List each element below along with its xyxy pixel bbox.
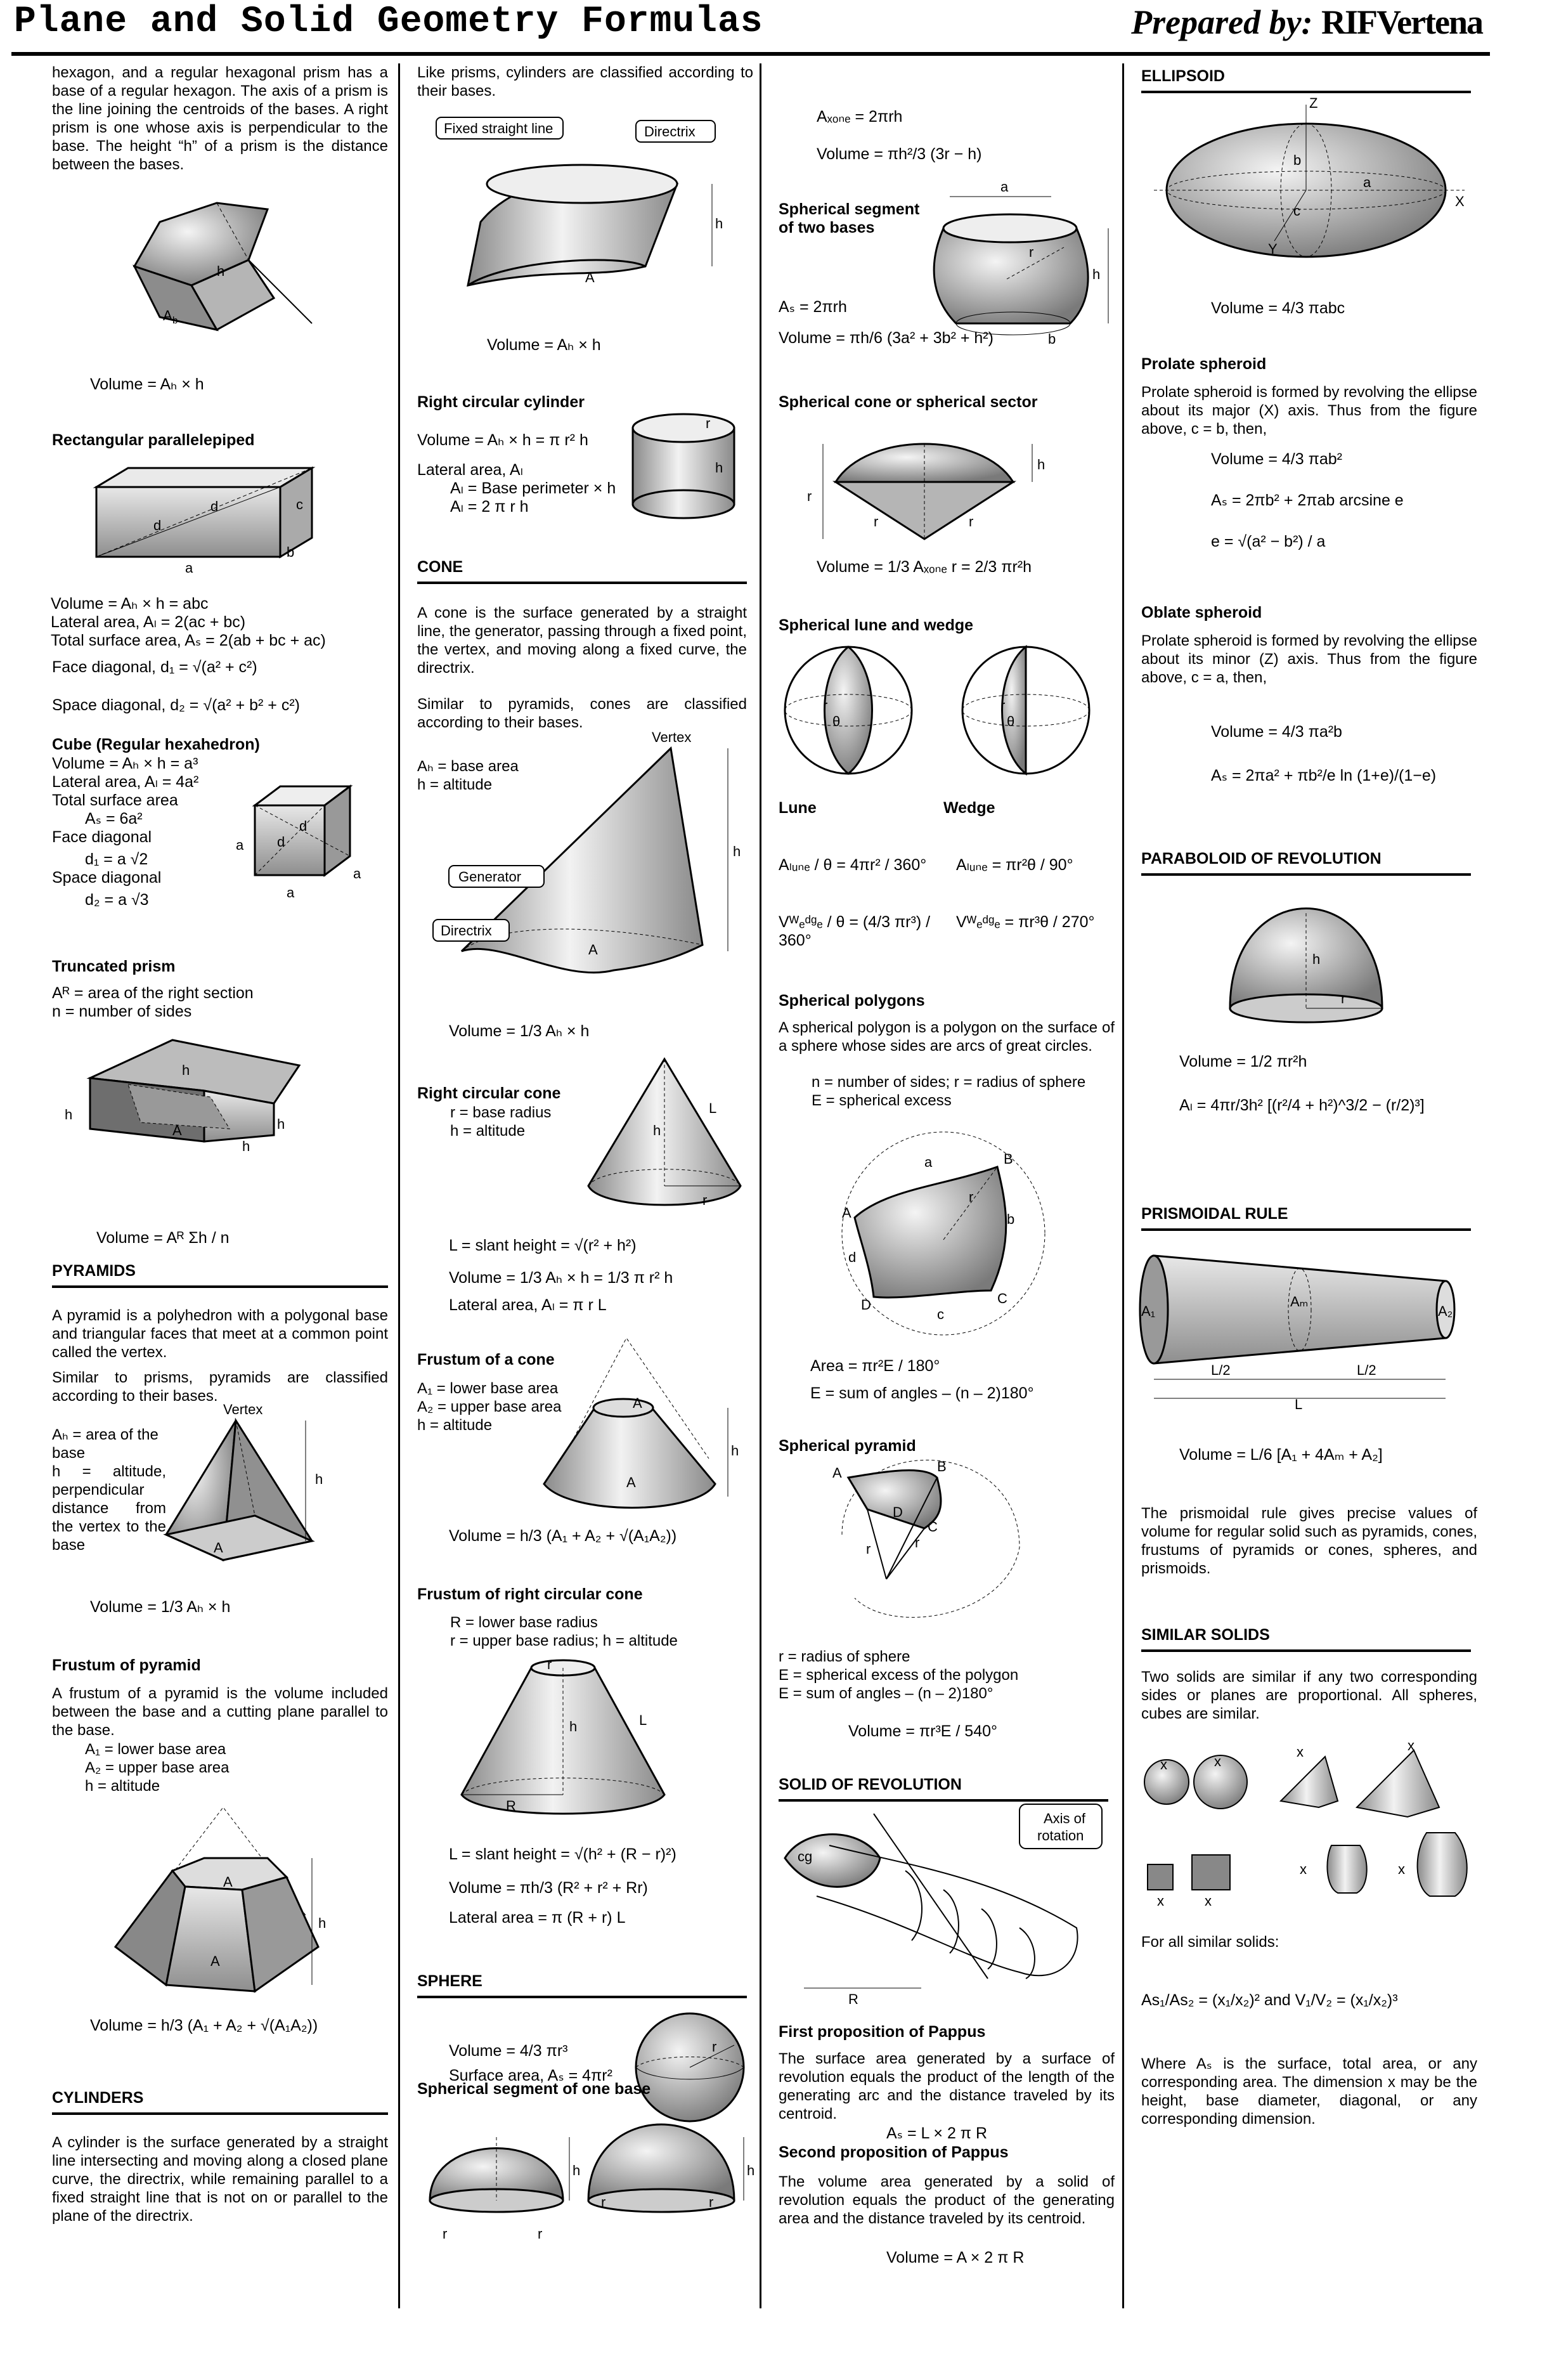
svg-text:r: r	[1000, 698, 1006, 713]
svg-text:A: A	[832, 1465, 842, 1481]
truncated-prism-defs: Aᴿ = area of the right section n = number of sides	[52, 984, 254, 1020]
svg-text:r: r	[915, 1535, 920, 1551]
spherical-pyramid-title: Spherical pyramid	[779, 1437, 916, 1455]
svg-text:A: A	[626, 1474, 636, 1490]
fixed-line-label: Fixed straight line	[444, 120, 553, 136]
wedge-label: Wedge	[943, 799, 995, 817]
pappus-second-text: The volume area generated by a solid of revolution equals the product of the generating area and the distance traveled by its centroid.	[779, 2173, 1115, 2227]
pappus-first-formula: Aₛ = L × 2 π R	[886, 2124, 988, 2142]
oblique-cylinder-figure	[430, 114, 734, 304]
cylinders-section: CYLINDERS	[52, 2089, 388, 2115]
right-cylinder-title: Right circular cylinder	[417, 393, 585, 411]
right-cone-figure	[576, 1053, 753, 1230]
svg-text:h: h	[315, 1471, 323, 1487]
svg-text:D: D	[893, 1504, 903, 1520]
svg-text:B: B	[937, 1459, 947, 1474]
vertex-label: Vertex	[652, 729, 692, 745]
rect-face-diagonal: Face diagonal, d₁ = √(a² + c²)	[52, 658, 257, 676]
frustum-pyramid-title: Frustum of pyramid	[52, 1656, 201, 1674]
oblate-title: Oblate spheroid	[1141, 604, 1262, 621]
svg-text:c: c	[937, 1306, 944, 1322]
cube-figure	[230, 780, 375, 907]
directrix-label: Directrix	[644, 124, 696, 140]
svg-text:C: C	[997, 1291, 1007, 1306]
lune-label: Lune	[779, 799, 817, 817]
prism-volume: Volume = Aₕ × h	[90, 375, 204, 393]
column-divider	[1122, 63, 1124, 2308]
svg-text:r: r	[1029, 244, 1034, 260]
svg-text:A: A	[163, 308, 172, 323]
svg-text:r: r	[712, 2039, 717, 2055]
cone-defs: Aₕ = base area h = altitude	[417, 758, 519, 793]
svg-text:x: x	[1408, 1738, 1414, 1753]
svg-text:L: L	[1295, 1396, 1303, 1412]
frustum-pyramid-text: A frustum of a pyramid is the volume included between the base and a cutting plane parallel to the base.	[52, 1685, 388, 1739]
svg-text:L: L	[639, 1712, 647, 1728]
spherical-polygon-formulas: Area = πr²E / 180° E = sum of angles – (n – 2)180°	[810, 1357, 1034, 1402]
lune-area: Aₗᵤₙₑ = πr²θ / 90°	[956, 856, 1073, 874]
svg-text:r: r	[969, 514, 974, 530]
svg-text:x: x	[1160, 1757, 1167, 1772]
pyramid-defs: Aₕ = area of the base h = altitude, perpendicular distance from the vertex to the base	[52, 1426, 166, 1554]
right-cone-defs: r = base radius h = altitude	[450, 1104, 552, 1140]
frustum-cone-figure	[525, 1332, 747, 1509]
cylinders-text: A cylinder is the surface generated by a straight line intersecting and moving along a closed plane curve, the directrix, while remaining parallel to a fixed straight line that is not on or parallel to the plane of the directrix.	[52, 2134, 388, 2225]
cone-text-2: Similar to pyramids, cones are classified according to their bases.	[417, 696, 747, 731]
parallelepiped-figure	[90, 462, 306, 588]
author-name: RIFVertena	[1321, 3, 1482, 41]
svg-text:d: d	[299, 818, 307, 834]
frustum-cone-volume: Volume = h/3 (A₁ + A₂ + √(A₁A₂))	[449, 1527, 677, 1545]
cone-figure	[424, 729, 747, 970]
svg-text:Vertex: Vertex	[223, 1401, 263, 1417]
svg-text:C: C	[928, 1519, 938, 1535]
a2-label: A₂	[1438, 1303, 1453, 1319]
svg-text:r: r	[702, 1192, 708, 1208]
svg-text:a: a	[287, 885, 295, 901]
segment-one-base-title: Spherical segment of one base	[417, 2080, 651, 2098]
svg-text:b: b	[1048, 331, 1056, 347]
svg-text:A: A	[210, 1953, 220, 1969]
svg-text:r: r	[1341, 991, 1346, 1006]
pyramids-section: PYRAMIDS	[52, 1262, 388, 1288]
spherical-pyramid-figure	[817, 1459, 1045, 1649]
svg-text:a: a	[1000, 179, 1009, 195]
svg-text:r: r	[547, 1656, 552, 1672]
svg-text:h: h	[277, 1116, 285, 1132]
svg-text:b: b	[287, 544, 295, 560]
similar-for-all: For all similar solids:	[1141, 1934, 1279, 1951]
svg-text:x: x	[1398, 1861, 1405, 1877]
similar-solids-figure	[1141, 1738, 1477, 1909]
column-divider	[760, 63, 761, 2308]
spherical-pyramid-defs: r = radius of sphere E = spherical excess of the polygon E = sum of angles – (n – 2)180°	[779, 1648, 1019, 1702]
svg-text:r: r	[969, 1189, 974, 1205]
prismoidal-text: The prismoidal rule gives precise values of volume for regular solid such as pyramids, cones, frustums of pyramids or cones, spheres, and prismoids.	[1141, 1505, 1477, 1577]
svg-text:x: x	[1214, 1753, 1221, 1769]
page-title: Plane and Solid Geometry Formulas	[14, 1, 763, 42]
svg-text:A: A	[842, 1205, 851, 1221]
cone-text: A cone is the surface generated by a straight line, the generator, passing through a fixed point, the vertex, and moving along a fixed curve, the directrix.	[417, 604, 747, 677]
pappus-first-text: The surface area generated by a surface of revolution equals the product of the length of the generating arc and the distance traveled by its centroid.	[779, 2050, 1115, 2123]
svg-text:h: h	[573, 2162, 581, 2178]
svg-text:h: h	[747, 2162, 755, 2178]
cylinder-volume: Volume = Aₕ × h	[487, 336, 601, 354]
svg-text:b: b	[1293, 152, 1302, 168]
svg-text:L/2: L/2	[1211, 1362, 1231, 1378]
svg-text:h: h	[1037, 457, 1045, 472]
pyramid-figure	[153, 1401, 369, 1566]
svg-text:h: h	[715, 216, 723, 231]
svg-text:h: h	[731, 1443, 739, 1459]
svg-text:Z: Z	[1309, 95, 1318, 111]
column-2	[417, 63, 753, 2359]
svg-text:B: B	[1004, 1151, 1013, 1167]
cone-section: CONE	[417, 558, 747, 584]
solid-revolution-figure	[779, 1801, 1115, 2007]
column-1	[52, 63, 388, 2359]
right-cone-formulas: L = slant height = √(r² + h²) Volume = 1/3 Aₕ × h = 1/3 π r² h Lateral area, Aₗ = π r L	[449, 1237, 673, 1314]
svg-text:b: b	[172, 315, 178, 326]
pappus-second-formula: Volume = A × 2 π R	[886, 2249, 1025, 2266]
generator-label: Generator	[458, 869, 522, 885]
svg-text:c: c	[1293, 203, 1300, 219]
pyramids-text-2: Similar to prisms, pyramids are classified according to their bases.	[52, 1369, 388, 1405]
right-cylinder-formulas: Volume = Aₕ × h = π r² h Lateral area, Aₗ Aₗ = Base perimeter × h Aₗ = 2 π r h	[417, 431, 616, 516]
prolate-text: Prolate spheroid is formed by revolving the ellipse about its major (X) axis. Thus from the figure above, c = b, then,	[1141, 384, 1477, 438]
svg-text:h: h	[217, 263, 225, 279]
svg-text:r: r	[866, 1541, 871, 1557]
cube-title: Cube (Regular hexahedron)	[52, 736, 260, 753]
frustum-cone-defs: A₁ = lower base area A₂ = upper base area h = altitude	[417, 1380, 562, 1434]
spherical-polygons-defs: n = number of sides; r = radius of sphere E = spherical excess	[812, 1074, 1086, 1109]
svg-text:L: L	[709, 1100, 717, 1116]
svg-text:r: r	[706, 415, 711, 431]
svg-text:Y: Y	[1268, 241, 1278, 257]
svg-text:A: A	[172, 1122, 182, 1138]
svg-text:d: d	[848, 1249, 857, 1265]
cube-formulas: Volume = Aₕ × h = a³ Lateral area, Aₗ = 4a² Total surface area Aₛ = 6a² Face diagonal d₁ = a √2 Space diagonal d₂ = a √3	[52, 755, 199, 909]
svg-text:x: x	[1205, 1893, 1212, 1909]
spherical-pyramid-volume: Volume = πr³E / 540°	[848, 1722, 997, 1740]
truncated-prism-volume: Volume = Aᴿ Σh / n	[96, 1229, 230, 1247]
segment-one-base-figure	[417, 2105, 753, 2245]
solid-revolution-section: SOLID OF REVOLUTION	[779, 1776, 1108, 1802]
rect-parallelepiped-title: Rectangular parallelepiped	[52, 431, 255, 449]
a1-label: A₁	[1141, 1303, 1156, 1319]
ellipsoid-section: ELLIPSOID	[1141, 67, 1471, 93]
svg-text:A: A	[223, 1874, 233, 1890]
svg-text:x: x	[1300, 1861, 1307, 1877]
spherical-sector-volume: Volume = 1/3 Aₓₒₙₑ r = 2/3 πr²h	[817, 558, 1032, 576]
frustum-pyramid-figure	[103, 1801, 344, 1991]
svg-text:θ: θ	[1007, 713, 1015, 729]
cylinder-intro: Like prisms, cylinders are classified according to their bases.	[417, 64, 753, 100]
svg-text:r: r	[823, 698, 828, 713]
svg-text:R: R	[506, 1798, 516, 1814]
oblate-formulas: Volume = 4/3 πa²b Aₛ = 2πa² + πb²/e ln (1+e)/(1−e)	[1211, 723, 1437, 784]
prolate-title: Prolate spheroid	[1141, 355, 1267, 373]
svg-text:h: h	[318, 1915, 327, 1931]
right-cylinder-figure	[620, 409, 747, 523]
spherical-sector-title: Spherical cone or spherical sector	[779, 393, 1038, 411]
prolate-formulas: Volume = 4/3 πab² Aₛ = 2πb² + 2πab arcsine e e = √(a² − b²) / a	[1211, 450, 1404, 550]
paraboloid-figure	[1217, 888, 1395, 1034]
right-cone-title: Right circular cone	[417, 1084, 561, 1102]
prism-intro: hexagon, and a regular hexagonal prism has a base of a regular hexagon. The axis of a prism is the line joining the centroids of the bases. A right prism is one whose axis is perpendicular to the base. The height “h” of a prism is the distance between the bases.	[52, 64, 388, 173]
svg-text:A: A	[214, 1540, 223, 1556]
svg-text:d: d	[210, 498, 219, 514]
svg-text:h: h	[715, 460, 723, 476]
svg-text:a: a	[924, 1154, 933, 1170]
column-4	[1141, 63, 1477, 2359]
truncated-prism-figure	[65, 1034, 337, 1154]
svg-text:r: r	[709, 2194, 714, 2210]
spherical-sector-figure	[804, 419, 1083, 564]
segment-two-bases-formulas: Aₛ = 2πrh Volume = πh/6 (3a² + 3b² + h²)	[779, 298, 994, 347]
svg-text:θ: θ	[832, 713, 841, 729]
svg-text:X: X	[1455, 193, 1465, 209]
truncated-prism-title: Truncated prism	[52, 958, 176, 975]
wedge-volume: Vᵂₑᵈᵍₑ = πr³θ / 270°	[956, 913, 1095, 931]
segment-two-bases-title: Spherical segment of two bases	[779, 200, 920, 237]
paraboloid-formulas: Volume = 1/2 πr²h Aₗ = 4πr/3h² [(r²/4 + h²)^3/2 − (r/2)³]	[1179, 1053, 1425, 1114]
zone-formulas: Aₓₒₙₑ = 2πrh Volume = πh²/3 (3r − h)	[817, 108, 982, 163]
lune-area-ratio: Aₗᵤₙₑ / θ = 4πr² / 360°	[779, 856, 927, 874]
spherical-polygons-title: Spherical polygons	[779, 992, 925, 1010]
prismoidal-section: PRISMOIDAL RULE	[1141, 1205, 1471, 1231]
svg-text:d: d	[153, 517, 162, 533]
svg-text:h: h	[182, 1062, 190, 1078]
similar-solids-text-2: Where Aₛ is the surface, total area, or any corresponding area. The dimension x may be the height, base diameter, diagonal, or any corresponding dimension.	[1141, 2055, 1477, 2128]
frustum-pyramid-volume: Volume = h/3 (A₁ + A₂ + √(A₁A₂))	[90, 2017, 318, 2034]
spherical-polygons-text: A spherical polygon is a polygon on the surface of a sphere whose sides are arcs of great circles.	[779, 1019, 1115, 1055]
paraboloid-section: PARABOLOID OF REVOLUTION	[1141, 850, 1471, 876]
prepared-by: Prepared by: RIFVertena	[1131, 3, 1482, 41]
svg-text:A: A	[585, 270, 595, 285]
svg-text:h: h	[653, 1122, 661, 1138]
frustum-right-cone-formulas: L = slant height = √(h² + (R − r)²) Volume = πh/3 (R² + r² + Rr) Lateral area = π (R + r) L	[449, 1845, 676, 1927]
svg-text:x: x	[1297, 1744, 1304, 1760]
oblate-text: Prolate spheroid is formed by revolving the ellipse about its minor (Z) axis. Thus from the figure above, c = a, then,	[1141, 632, 1477, 686]
svg-text:D: D	[861, 1297, 871, 1313]
pappus-second-title: Second proposition of Pappus	[779, 2143, 1009, 2161]
lune-wedge-figure	[779, 641, 1115, 780]
radius-label: R	[848, 1991, 858, 2007]
hexagonal-prism-figure	[122, 190, 337, 349]
svg-text:a: a	[353, 866, 361, 881]
svg-text:x: x	[1157, 1893, 1164, 1909]
pappus-first-title: First proposition of Pappus	[779, 2023, 986, 2041]
svg-text:h: h	[65, 1107, 73, 1122]
svg-text:h: h	[242, 1138, 250, 1154]
pyramid-volume: Volume = 1/3 Aₕ × h	[90, 1598, 231, 1616]
pyramids-text: A pyramid is a polyhedron with a polygonal base and triangular faces that meet at a common point called the vertex.	[52, 1307, 388, 1361]
ellipsoid-volume: Volume = 4/3 πabc	[1211, 299, 1345, 317]
spherical-polygon-figure	[817, 1129, 1083, 1338]
frustum-right-cone-title: Frustum of right circular cone	[417, 1585, 643, 1603]
directrix-label: Directrix	[441, 923, 492, 939]
ellipsoid-figure	[1141, 95, 1477, 285]
svg-text:h: h	[569, 1719, 578, 1734]
svg-text:h: h	[1092, 266, 1101, 282]
svg-text:b: b	[1007, 1211, 1015, 1227]
column-divider	[398, 63, 400, 2308]
svg-text:Axis of: Axis of	[1044, 1811, 1086, 1826]
column-3	[779, 63, 1115, 2359]
frustum-right-cone-figure	[443, 1655, 696, 1820]
svg-text:h: h	[733, 843, 741, 859]
svg-text:A: A	[633, 1395, 642, 1411]
frustum-cone-title: Frustum of a cone	[417, 1351, 555, 1369]
cg-label: cg	[798, 1849, 813, 1864]
rect-space-diagonal: Space diagonal, d₂ = √(a² + b² + c²)	[52, 696, 300, 714]
page-header	[11, 0, 1490, 56]
similar-solids-text: Two solids are similar if any two corresponding sides or planes are proportional. All spheres, cubes are similar.	[1141, 1668, 1477, 1722]
svg-text:c: c	[296, 497, 303, 512]
am-label: Aₘ	[1290, 1294, 1309, 1310]
svg-text:r: r	[807, 488, 812, 504]
frustum-pyramid-defs: A₁ = lower base area A₂ = upper base area h = altitude	[85, 1741, 230, 1795]
svg-text:r: r	[443, 2226, 448, 2242]
rect-formulas: Volume = Aₕ × h = abc Lateral area, Aₗ = 2(ac + bc) Total surface area, Aₛ = 2(ab + bc + ac)	[51, 595, 326, 649]
wedge-volume-ratio: Vᵂₑᵈᵍₑ / θ = (4/3 πr³) / 360°	[779, 913, 931, 949]
sphere-section: SPHERE	[417, 1972, 747, 1998]
similar-formula: As₁/As₂ = (x₁/x₂)² and V₁/V₂ = (x₁/x₂)³	[1141, 1991, 1398, 2009]
similar-solids-section: SIMILAR SOLIDS	[1141, 1626, 1471, 1652]
cone-volume: Volume = 1/3 Aₕ × h	[449, 1022, 590, 1040]
svg-text:A: A	[588, 942, 598, 958]
svg-text:a: a	[236, 837, 244, 853]
svg-text:rotation: rotation	[1037, 1828, 1084, 1844]
frustum-right-cone-defs: R = lower base radius r = upper base radius; h = altitude	[450, 1614, 678, 1649]
svg-text:r: r	[874, 514, 879, 530]
svg-text:h: h	[1312, 951, 1321, 967]
lune-wedge-title: Spherical lune and wedge	[779, 616, 974, 634]
svg-text:a: a	[1363, 174, 1371, 190]
svg-text:r: r	[601, 2194, 606, 2210]
svg-text:L/2: L/2	[1357, 1362, 1376, 1378]
prismoidal-volume: Volume = L/6 [A₁ + 4Aₘ + A₂]	[1179, 1446, 1383, 1464]
svg-text:a: a	[185, 560, 193, 576]
svg-text:d: d	[277, 834, 285, 850]
sphere-formulas: Volume = 4/3 πr³ Surface area, Aₛ = 4πr²	[449, 2042, 612, 2084]
svg-text:r: r	[538, 2226, 543, 2242]
prismoidal-figure	[1129, 1243, 1484, 1412]
